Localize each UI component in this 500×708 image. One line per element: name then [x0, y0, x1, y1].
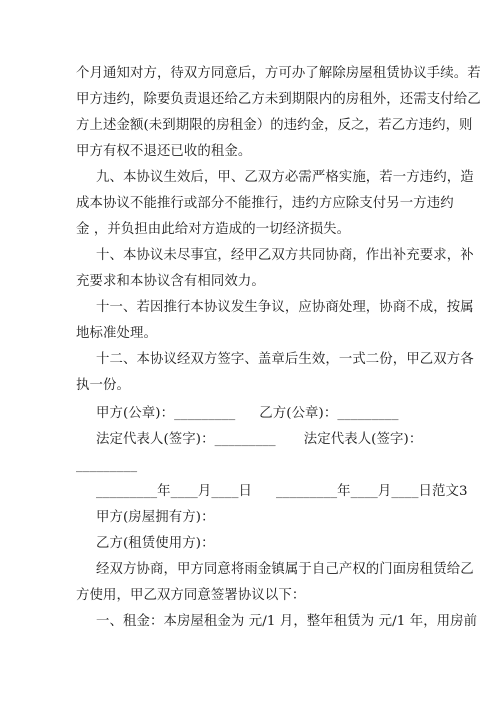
paragraph-line: 方上述金额(未到期限的房租金）的违约金，反之，若乙方违约，则 — [76, 118, 473, 133]
party-a-date-field: _________年____月____日 — [96, 484, 252, 499]
date-row — [96, 482, 468, 502]
party-b-seal-field: 乙方(公章)：_________ — [259, 406, 399, 421]
party-b-representative-blank: _________ — [76, 458, 138, 473]
seal-signature-row — [96, 404, 456, 424]
clause-eleven-line: 十一、若因推行本协议发生争议，应协商处理，协商不成，按属 — [96, 300, 474, 315]
clause-ten-line: 十、本协议未尽事宜，经甲乙双方共同协商，作出补充要求，补 — [96, 248, 474, 263]
paragraph-line: 执一份。 — [76, 378, 130, 393]
party-a-representative-field: 法定代表人(签字)：_________ — [96, 432, 276, 447]
lessee-label: 乙方(租赁使用方)： — [96, 536, 215, 551]
party-b-date-field: _________年____月____日范文3 — [276, 484, 468, 499]
paragraph-line: 甲方有权不退还已收的租金。 — [76, 144, 252, 159]
paragraph-line: 个月通知对方，待双方同意后，方可办了解除房屋租赁协议手续。若 — [76, 66, 481, 81]
paragraph-line: 方使用，甲乙双方同意签署协议以下： — [76, 588, 306, 603]
party-b-representative-field: 法定代表人(签字)： — [303, 432, 423, 447]
clause-twelve-line: 十二、本协议经双方签字、盖章后生效，一式二份，甲乙双方各 — [96, 352, 474, 367]
paragraph-line: 成本协议不能推行或部分不能推行，违约方应除支付另一方违约 — [76, 196, 454, 211]
party-a-seal-field: 甲方(公章)：_________ — [96, 406, 236, 421]
paragraph-line: 甲方违约，除要负责退还给乙方未到期限内的房租外，还需支付给乙 — [76, 92, 481, 107]
clause-nine-line: 九、本协议生效后，甲、乙双方必需严格实施，若一方违约，造 — [96, 170, 474, 185]
rent-clause-line: 一、租金：本房屋租金为 元/1 月，整年租赁为 元/1 年，用房前 — [96, 614, 478, 629]
agreement-intro-line: 经双方协商，甲方同意将雨金镇属于自己产权的门面房租赁给乙 — [96, 562, 474, 577]
lessor-label: 甲方(房屋拥有方)： — [96, 510, 215, 525]
paragraph-line: 地标准处理。 — [76, 326, 157, 341]
paragraph-line: 充要求和本协议含有相同效力。 — [76, 274, 265, 289]
representative-signature-row — [96, 430, 456, 450]
paragraph-line: 金 ，并负担由此给对方造成的一切经济损失。 — [76, 222, 351, 237]
